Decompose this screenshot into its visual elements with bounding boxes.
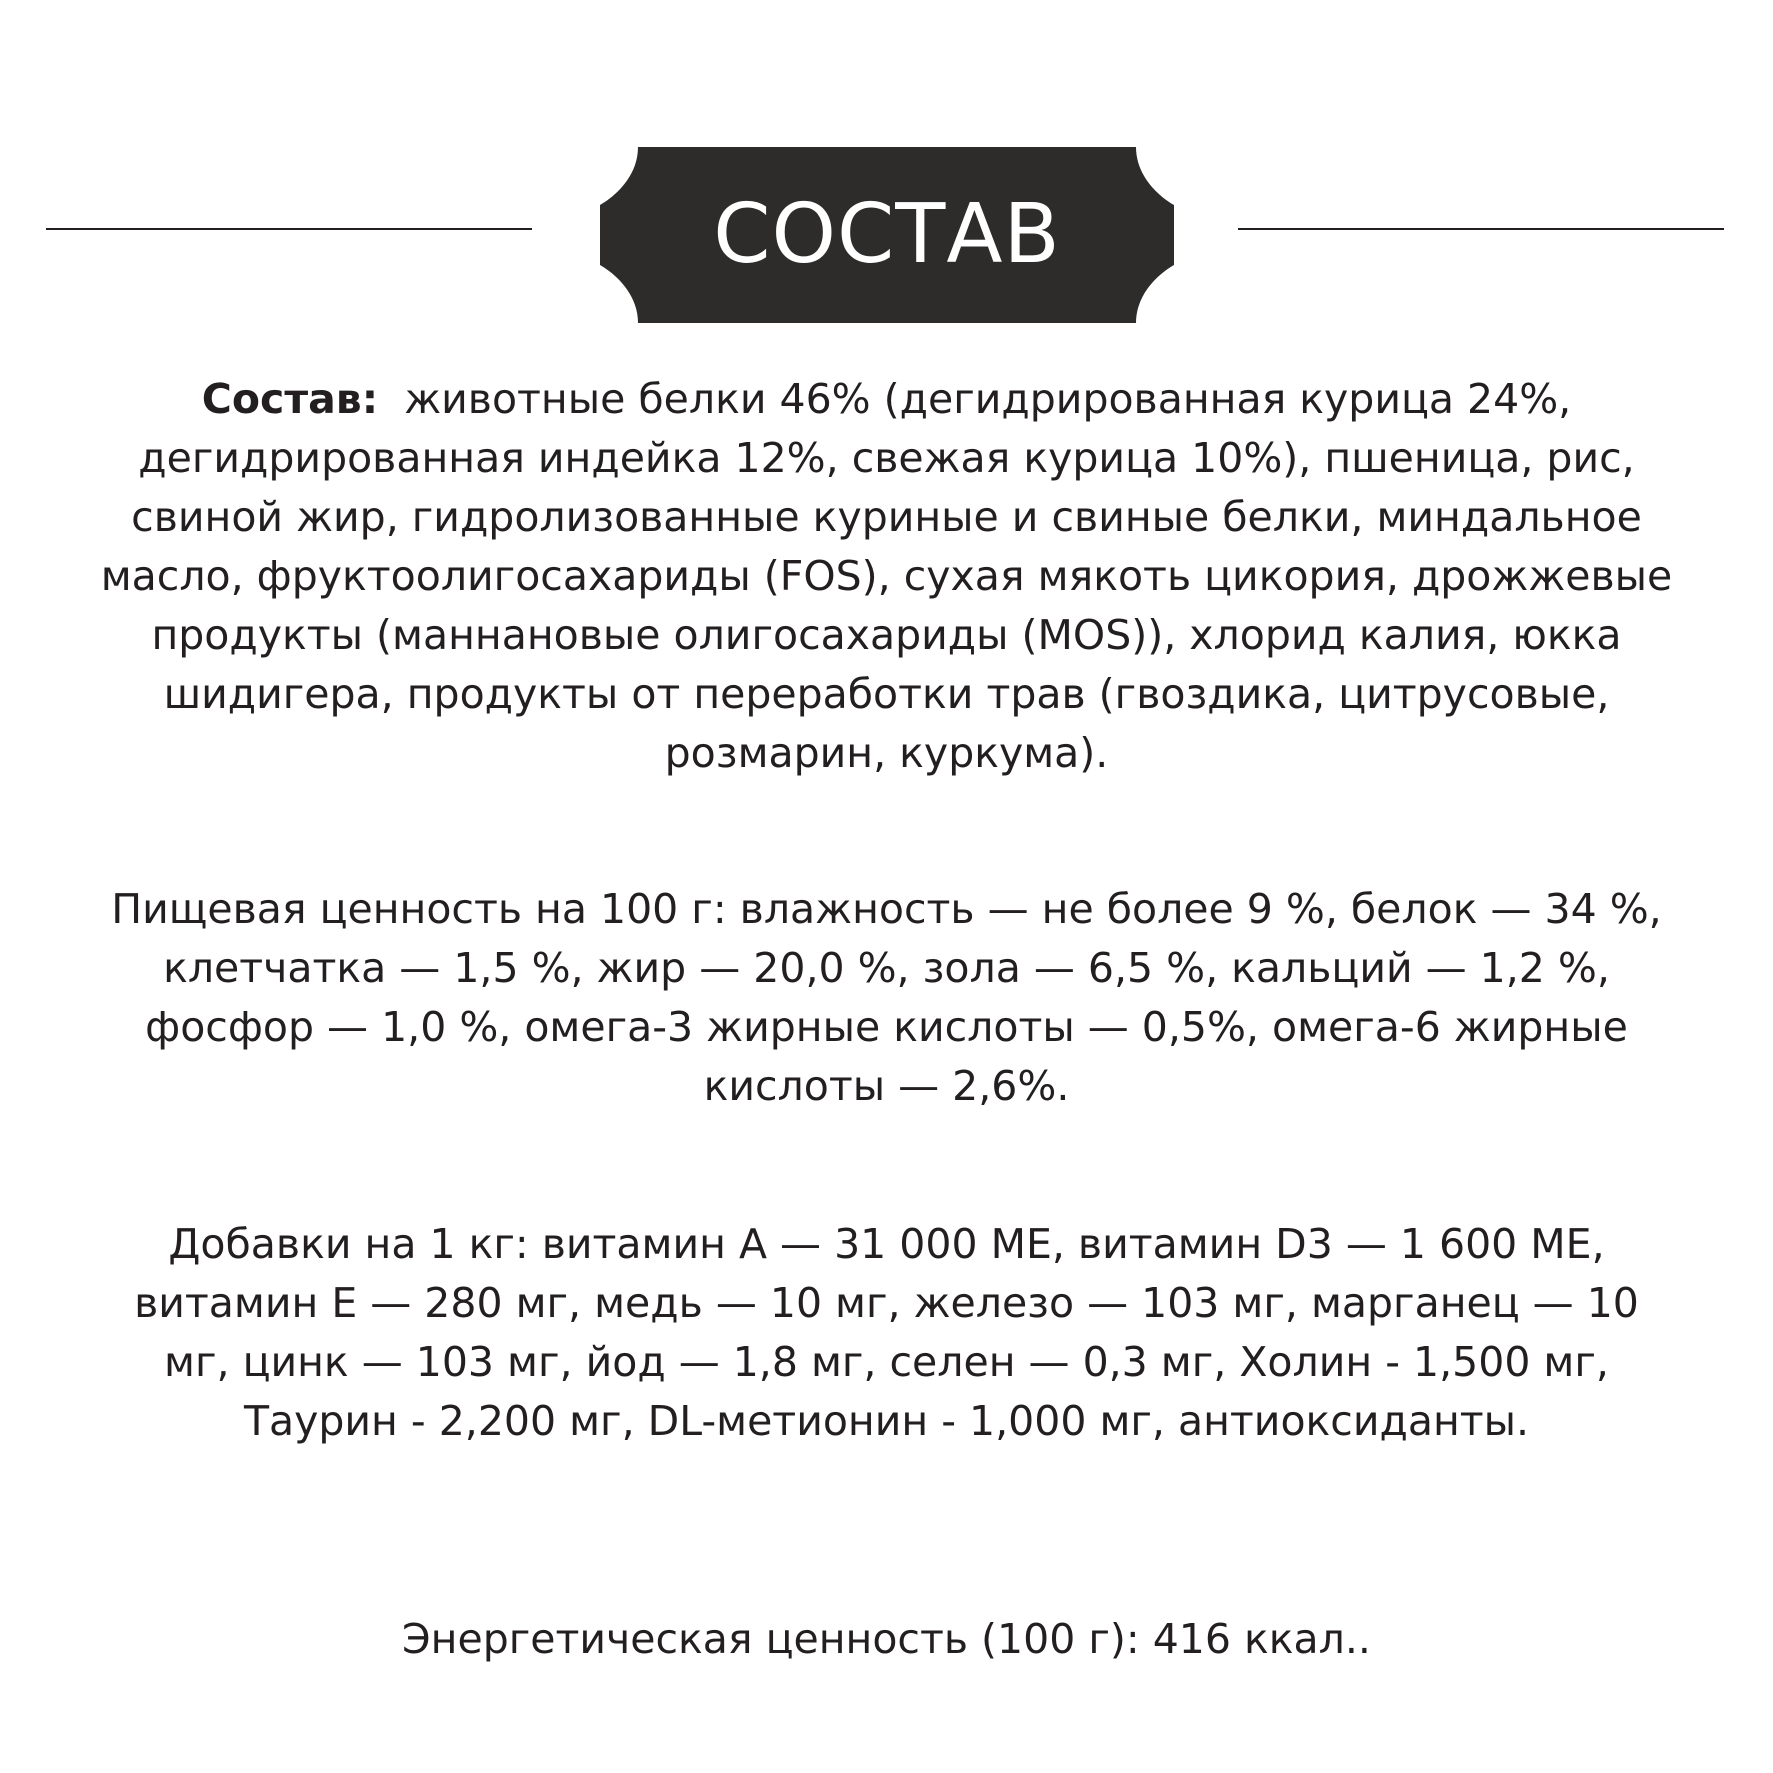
nutrition-text: Пищевая ценность на 100 г: влажность — не более 9 %, белок — 34 %, клетчатка — 1,5 %, жир — 20,0 %, зола — 6,5 %, кальций — 1,2 %, фосфор — 1,0 %, омега-3 жирные кислоты — 0,5%, омега-6 жирные кислоты — 2,6%.	[111, 885, 1662, 1110]
nutrition-section	[100, 880, 1673, 1116]
energy-section	[100, 1610, 1673, 1669]
additives-text: Добавки на 1 кг: витамин А — 31 000 МЕ, витамин D3 — 1 600 МЕ, витамин Е — 280 мг, медь — 10 мг, железо — 103 мг, марганец — 10 мг, цинк — 103 мг, йод — 1,8 мг, селен — 0,3 мг, Холин - 1,500 мг, Таурин - 2,200 мг, DL-метионин - 1,000 мг, антиоксиданты.	[134, 1220, 1639, 1445]
divider-right	[1238, 228, 1724, 230]
title-banner	[600, 147, 1174, 323]
composition-text: животные белки 46% (дегидрированная курица 24%, дегидрированная индейка 12%, свежая курица 10%), пшеница, рис, свиной жир, гидролизованные куриные и свиные белки, миндальное масло, фруктоолигосахариды (FOS), сухая мякоть цикория, дрожжевые продукты (маннановые олигосахариды (MOS)), хлорид калия, юкка шидигера, продукты от переработки трав (гвоздика, цитрусовые, розмарин, куркума).	[100, 375, 1673, 777]
page-title: СОСТАВ	[713, 187, 1061, 282]
composition-paragraph	[100, 370, 1673, 783]
composition-label: Состав:	[201, 375, 379, 423]
divider-left	[46, 228, 532, 230]
additives-section	[100, 1215, 1673, 1451]
energy-text: Энергетическая ценность (100 г): 416 ккал..	[402, 1615, 1371, 1663]
composition-section	[100, 370, 1673, 783]
